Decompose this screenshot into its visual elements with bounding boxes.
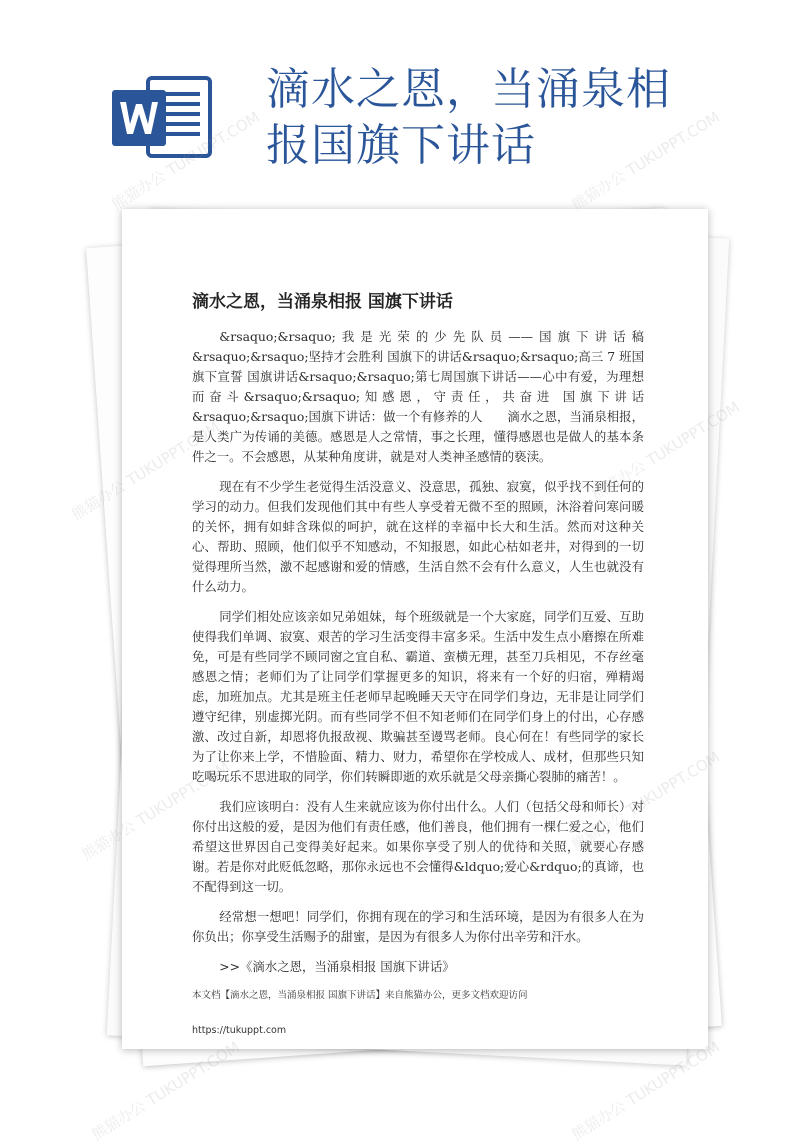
watermark: 熊猫办公 [68, 476, 129, 524]
watermark: 熊猫办公 TUKUPPT.COM [568, 108, 723, 214]
paragraph: 经常想一想吧！同学们，你拥有现在的学习和生活环境，是因为有很多人在为你负出；你享受生活赐予的甜蜜，是因为有很多人为你付出辛劳和汗水。 [192, 909, 644, 944]
document-link[interactable]: >>《滴水之恩，当涌泉相报 国旗下讲话》 [219, 959, 455, 974]
source-note: 本文档【滴水之恩，当涌泉相报 国旗下讲话】来自熊猫办公，更多文档欢迎访问 [192, 990, 528, 1001]
paragraph: &rsaquo;&rsaquo;我是光荣的少先队员——国旗下讲话稿&rsaquo;&rsaquo;坚持才会胜利 国旗下的讲话&rsaquo;&rsaquo;高三 7 班国旗下宣誓 国旗讲话&rsaquo;&rsaquo;第七周国旗下讲话——心中有爱，为理想而奋斗&rsaquo;&rsaquo;知感恩，守责任，共奋进 国旗下讲话&rsaquo;&rsaquo;国旗下讲话：做一个有修养的人 滴水之恩，当涌泉相报，是人类广为传诵的美德。感恩是人之常情，事之长理，懂得感恩也是做人的基本条件之一。不会感恩，从某种角度讲，就是对人类神圣感情的亵渎。 [192, 329, 644, 464]
header [0, 0, 800, 210]
document-page [122, 209, 708, 1049]
watermark: 熊猫办公 [78, 816, 139, 864]
document-body [192, 327, 644, 1041]
paper-stack [88, 205, 728, 1085]
document-title: 滴水之恩，当涌泉相报 国旗下讲话 [192, 292, 453, 312]
paragraph: 同学们相处应该亲如兄弟姐妹，每个班级就是一个大家庭，同学们互爱、互助使得我们单调、寂寞、艰苦的学习生活变得丰富多采。生活中发生点小磨擦在所难免，可是有些同学不顾同窗之宜自私、霸道、蛮横无理，甚至刀兵相见，不存丝毫感恩之情；老师们为了让同学们掌握更多的知识，将来有一个好的归宿，殚精竭虑，加班加点。尤其是班主任老师早起晚睡天天守在同学们身边，无非是让同学们遵守纪律，别虚掷光阴。而有些同学不但不知老师们在同学们身上的付出，心存感激、改过自新，却恩将仇报敌视、欺骗甚至谩骂老师。良心何在！有些同学的家长为了让你来上学，不惜脸面、精力、财力，希望你在学校成人、成材，但那些只知吃喝玩乐不思进取的同学，你们转瞬即逝的欢乐就是父母亲撕心裂肺的痛苦！。 [192, 609, 644, 784]
page-title: 滴水之恩，当涌泉相报国旗下讲话 [266, 64, 671, 171]
watermark: 熊猫办公 TUKUPPT.COM [88, 1038, 243, 1144]
source-url[interactable]: https://tukuppt.com [192, 1025, 287, 1036]
paragraph: 现在有不少学生老觉得生活没意义、没意思，孤独、寂寞，似乎找不到任何的学习的动力。但我们发现他们其中有些人享受着无微不至的照顾，沐浴着问寒问暖的关怀，拥有如蚌含珠似的呵护，就在这样的幸福中长大和生活。然而对这种关心、帮助、照顾，他们似乎不知感动，不知报恩，如此心枯如老井，对得到的一切觉得理所当然，激不起感谢和爱的情感，生活自然不会有什么意义，人生也就没有什么动力。 [192, 479, 644, 594]
word-document-icon [110, 72, 216, 162]
paragraph: 我们应该明白：没有人生来就应该为你付出什么。人们（包括父母和师长）对你付出这般的爱，是因为他们有责任感，他们善良，他们拥有一棵仁爱之心，他们希望这世界因自己变得美好起来。如果你享受了别人的优待和关照，就要心存感谢。若是你对此贬低忽略，那你永远也不会懂得&ldquo;爱心&rdquo;的真谛，也不配得到这一切。 [192, 799, 644, 894]
watermark: 熊猫办公 TUKUPPT.COM [108, 108, 263, 214]
watermark: 熊猫办公 TUKUPPT.COM [568, 1038, 723, 1144]
